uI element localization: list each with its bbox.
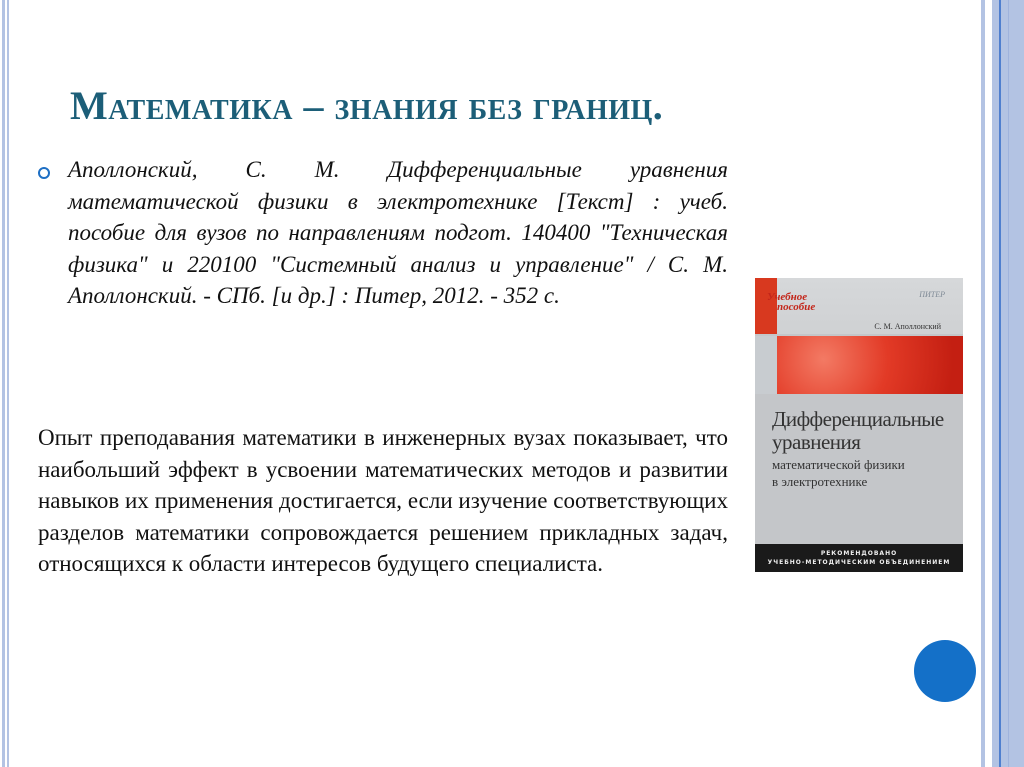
cover-series: [767, 292, 815, 312]
cover-subtitle-line: в электротехнике: [772, 474, 868, 489]
bibliography-text: Аполлонский, С. М. Дифференциальные уравнения математической физики в электротехнике [Текст] : учеб. пособие для вузов по направлениям подгот. 140400 "Техническая физика" и 220100 "Системный анализ и управление" / С. М. Аполлонский. - СПб. [и др.] : Питер, 2012. - 352 с.: [68, 157, 728, 308]
cover-footer-line: РЕКОМЕНДОВАНО: [820, 550, 898, 557]
cover-title-line: Дифференциальные: [772, 407, 944, 431]
cover-title: [772, 408, 944, 454]
cover-series-line: пособие: [777, 301, 816, 313]
decorative-circle: [914, 640, 976, 702]
body-paragraph: Опыт преподавания математики в инженерных вузах показывает, что наибольший эффект в усвоении математических методов и развитии навыков их применения достигается, если изучение соответствующих разделов математики сопровождается решением прикладных задач, относящихся к области интересов будущего специалиста.: [38, 425, 728, 576]
cover-red-banner: [777, 336, 963, 394]
right-border-line: [981, 0, 985, 767]
cover-footer: [755, 544, 963, 572]
cover-publisher: ПИТЕР: [919, 290, 945, 299]
slide-title: Математика – знания без границ.: [70, 83, 664, 128]
cover-subtitle-line: математической физики: [772, 457, 905, 472]
bullet-icon: [38, 167, 50, 179]
right-border-line: [999, 0, 1001, 767]
cover-title-line: уравнения: [772, 430, 861, 454]
cover-series-line: Учебное: [767, 291, 808, 303]
cover-footer-line: УЧЕБНО-МЕТОДИЧЕСКИМ ОБЪЕДИНЕНИЕМ: [767, 559, 951, 566]
left-border-line: [7, 0, 9, 767]
left-border-line: [2, 0, 5, 767]
cover-author: С. М. Аполлонский: [874, 322, 941, 331]
right-border-line: [1008, 0, 1009, 767]
book-cover-image: [755, 278, 963, 572]
cover-subtitle: [772, 456, 905, 490]
cover-gray-block: [755, 336, 777, 394]
